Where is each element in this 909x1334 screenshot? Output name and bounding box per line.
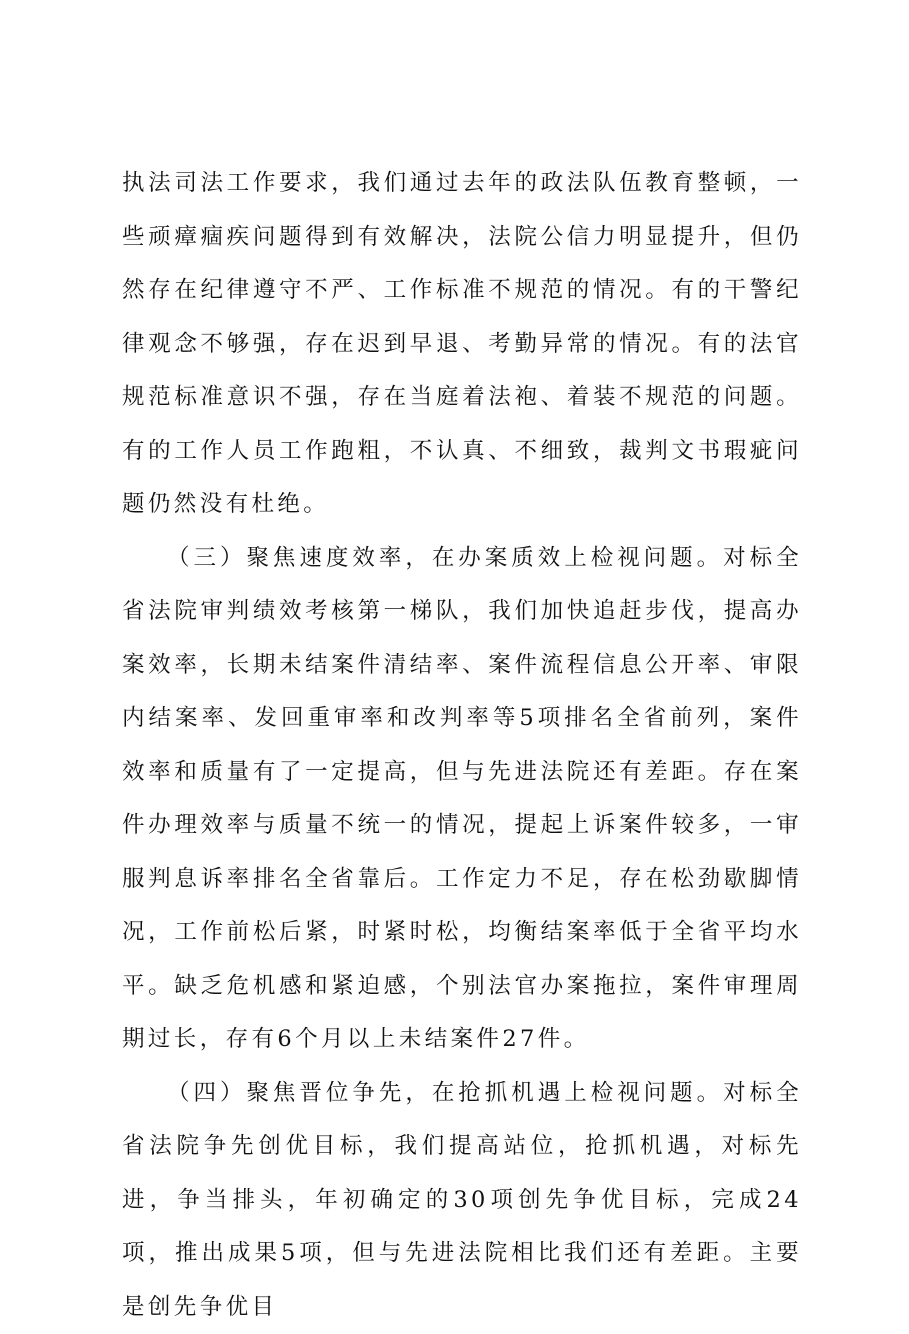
paragraph-section-four-excellence: （四）聚焦晋位争先，在抢抓机遇上检视问题。对标全省法院争先创优目标，我们提高站位，抢抓机遇，对标先进，争当排头，年初确定的30项创先争优目标，完成24项，推出成果5项，但与先进法院相比我们还有差距。主要是创先争优目 [122,1067,802,1334]
paragraph-section-three-efficiency: （三）聚焦速度效率，在办案质效上检视问题。对标全省法院审判绩效考核第一梯队，我们加快追赶步伐，提高办案效率，长期未结案件清结率、案件流程信息公开率、审限内结案率、发回重审率和改判率等5项排名全省前列，案件效率和质量有了一定提高，但与先进法院还有差距。存在案件办理效率与质量不统一的情况，提起上诉案件较多，一审服判息诉率排名全省靠后。工作定力不足，存在松劲歇脚情况，工作前松后紧，时紧时松，均衡结案率低于全省平均水平。缺乏危机感和紧迫感，个别法官办案拖拉，案件审理周期过长，存有6个月以上未结案件27件。 [122,532,802,1067]
document-body [122,157,802,1334]
paragraph-discipline-issues: 执法司法工作要求，我们通过去年的政法队伍教育整顿，一些顽瘴痼疾问题得到有效解决，法院公信力明显提升，但仍然存在纪律遵守不严、工作标准不规范的情况。有的干警纪律观念不够强，存在迟到早退、考勤异常的情况。有的法官规范标准意识不强，存在当庭着法袍、着装不规范的问题。有的工作人员工作跑粗，不认真、不细致，裁判文书瑕疵问题仍然没有杜绝。 [122,157,802,532]
